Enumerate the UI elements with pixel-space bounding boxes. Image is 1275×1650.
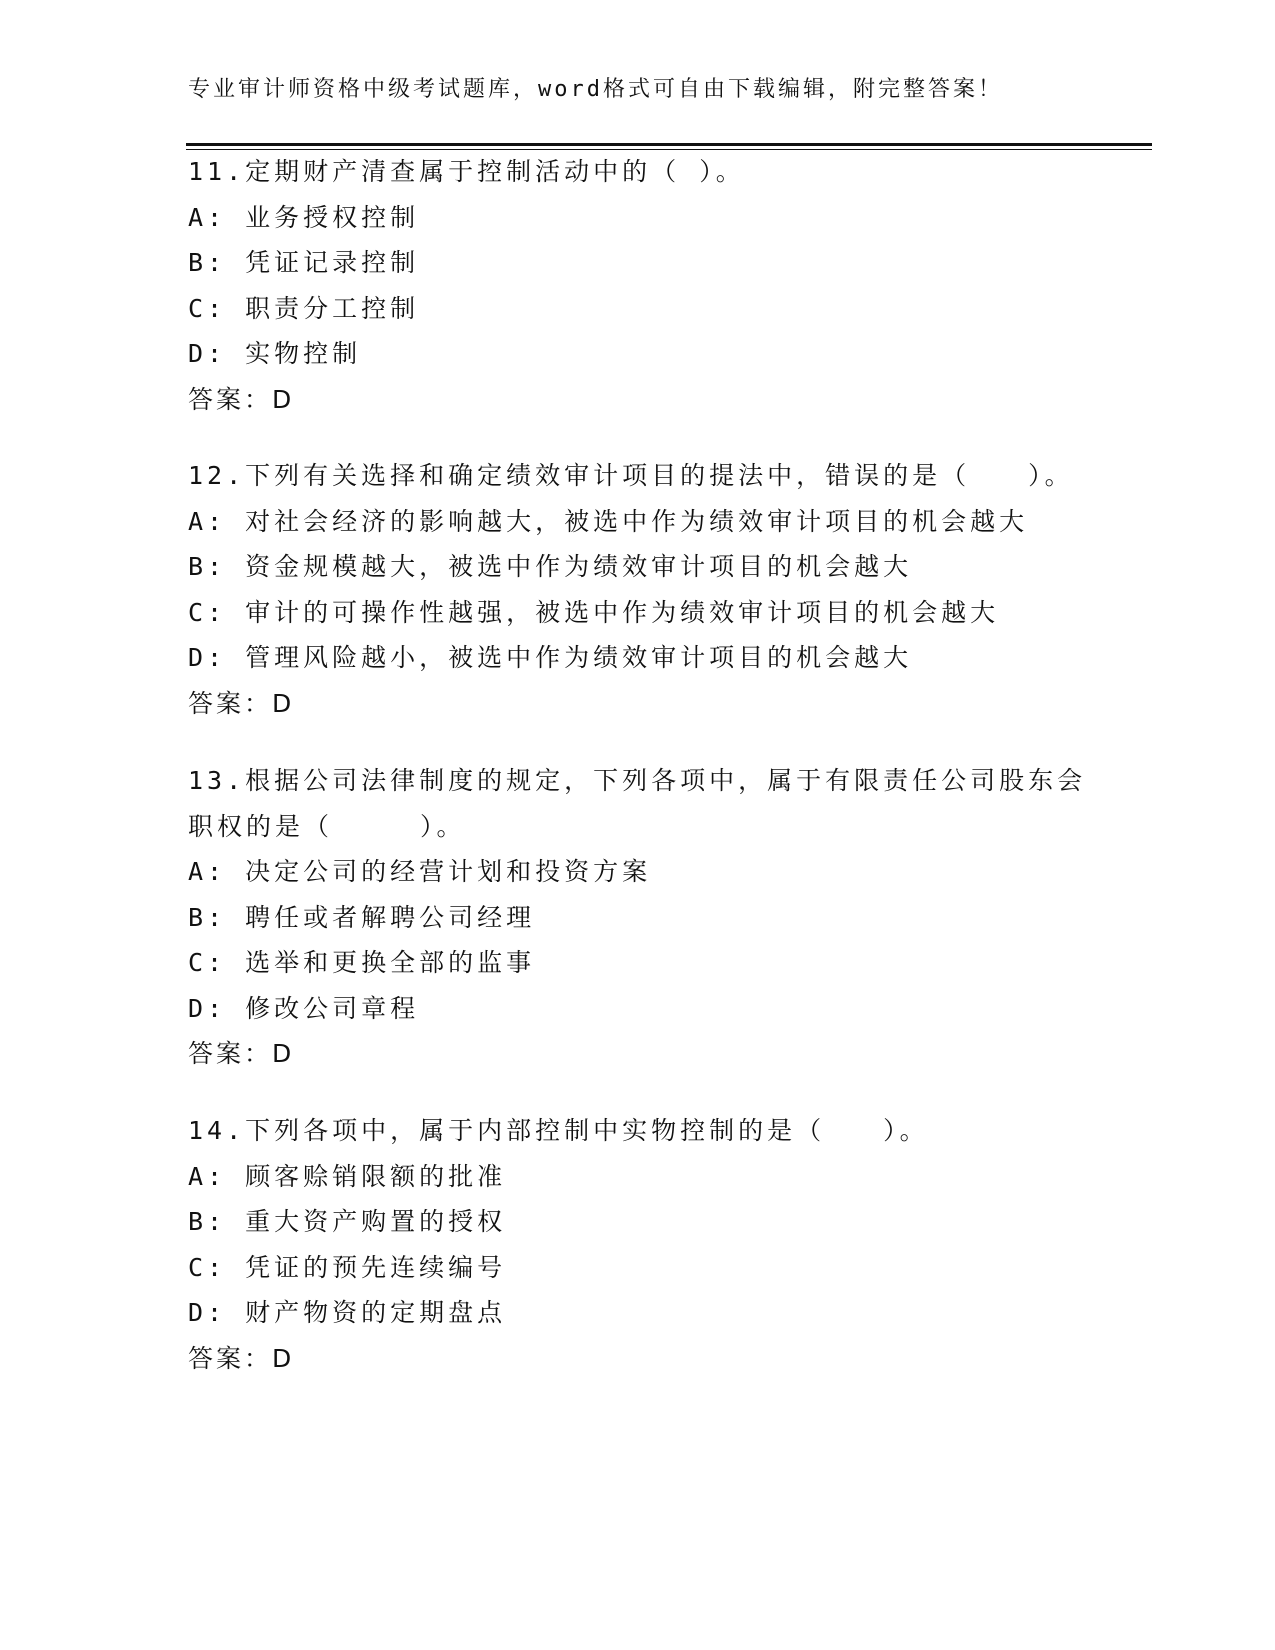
question-stem: 11.定期财产清查属于控制活动中的（ ）。 (188, 157, 745, 186)
option-b: B: 资金规模越大，被选中作为绩效审计项目的机会越大 (188, 552, 913, 581)
question-stem-cont: 职权的是（ ）。 (188, 811, 466, 841)
question-stem: 13.根据公司法律制度的规定，下列各项中，属于有限责任公司股东会 (188, 766, 1087, 795)
answer-line (188, 1336, 1088, 1382)
option-d: D: 修改公司章程 (188, 993, 420, 1023)
page-header: 专业审计师资格中级考试题库，word格式可自由下载编辑，附完整答案！ (188, 77, 1003, 102)
answer-label: 答案： (188, 1039, 273, 1068)
answer-line (188, 681, 1088, 727)
option-d: D: 实物控制 (188, 339, 362, 368)
option-c: C: 审计的可操作性越强，被选中作为绩效审计项目的机会越大 (188, 597, 1000, 627)
answer-value: D (272, 384, 295, 414)
option-a: A: 顾客赊销限额的批准 (188, 1161, 507, 1191)
option-c: C: 职责分工控制 (188, 293, 420, 323)
option-c: C: 选举和更换全部的监事 (188, 948, 536, 977)
option-a: A: 业务授权控制 (188, 202, 420, 232)
option-a: A: 决定公司的经营计划和投资方案 (188, 857, 652, 886)
question-stem: 12.下列有关选择和确定绩效审计项目的提法中，错误的是（ ）。 (188, 461, 1074, 490)
option-b: B: 凭证记录控制 (188, 248, 420, 277)
answer-value: D (272, 1343, 295, 1373)
option-b: B: 聘任或者解聘公司经理 (188, 902, 536, 932)
answer-value: D (272, 688, 295, 718)
option-d: D: 管理风险越小，被选中作为绩效审计项目的机会越大 (188, 643, 913, 672)
question-12 (188, 453, 1088, 726)
answer-label: 答案： (188, 1343, 273, 1373)
option-b: B: 重大资产购置的授权 (188, 1207, 507, 1236)
question-11 (188, 149, 1088, 422)
option-c: C: 凭证的预先连续编号 (188, 1252, 507, 1282)
header-rule-thick (186, 143, 1152, 146)
answer-value: D (272, 1039, 295, 1068)
question-13 (188, 758, 1088, 1077)
question-14 (188, 1108, 1088, 1381)
answer-label: 答案： (188, 688, 273, 718)
option-d: D: 财产物资的定期盘点 (188, 1298, 507, 1327)
answer-line (188, 377, 1088, 423)
option-a: A: 对社会经济的影响越大，被选中作为绩效审计项目的机会越大 (188, 506, 1029, 536)
answer-line (188, 1031, 1088, 1077)
answer-label: 答案： (188, 384, 273, 414)
question-stem: 14.下列各项中，属于内部控制中实物控制的是（ ）。 (188, 1116, 929, 1145)
